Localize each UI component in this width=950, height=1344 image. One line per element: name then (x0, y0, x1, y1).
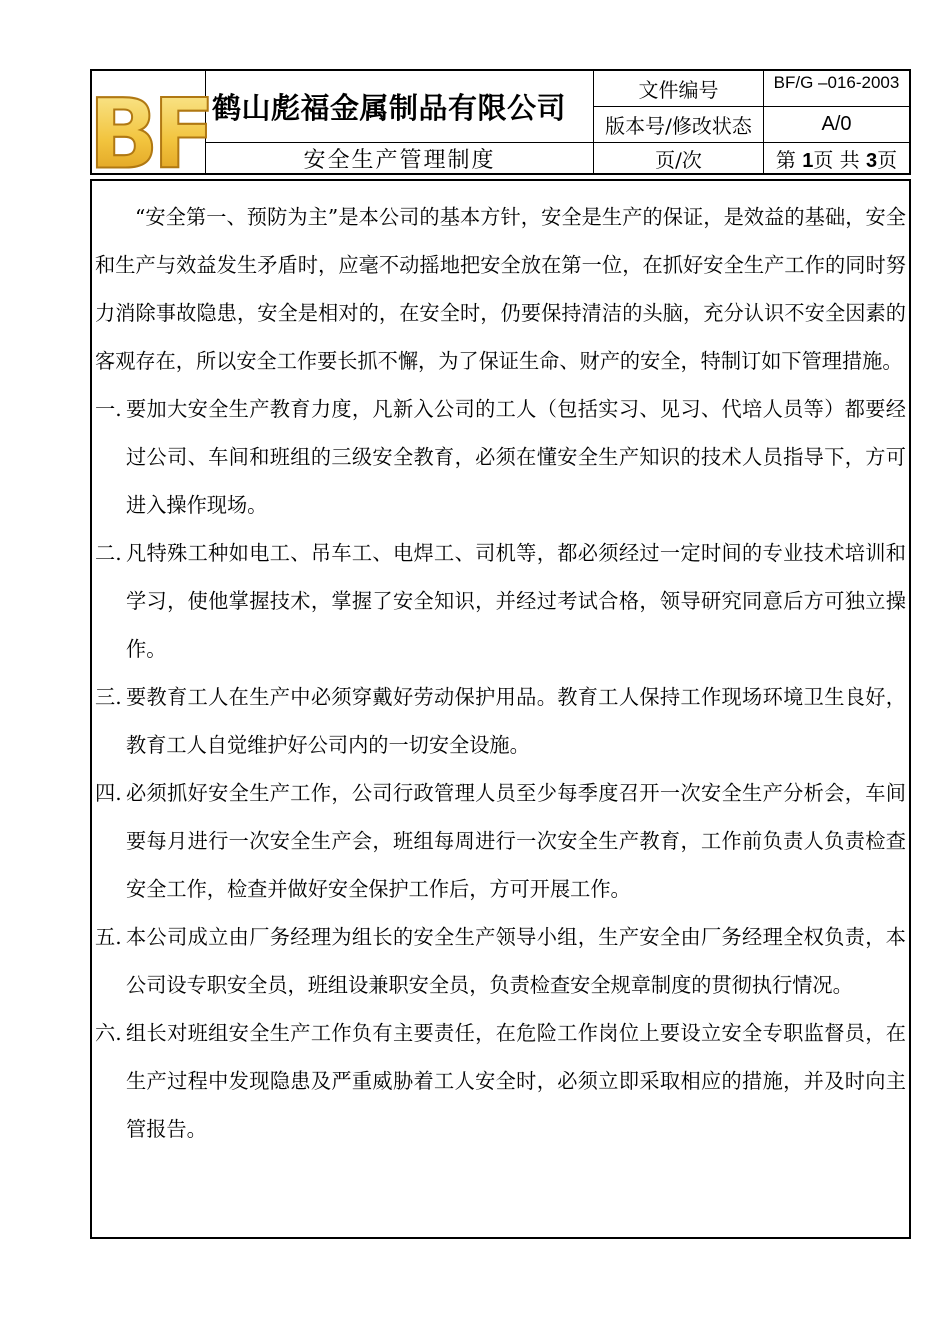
rule-text: 要教育工人在生产中必须穿戴好劳动保护用品。教育工人保持工作现场环境卫生良好，教育工人自觉维护好公司内的一切安全设施。 (126, 685, 906, 757)
body-content (95, 193, 906, 1153)
rule-number: 四. (95, 781, 122, 805)
rule-text: 必须抓好安全生产工作，公司行政管理人员至少每季度召开一次安全生产分析会，车间要每月进行一次安全生产会，班组每周进行一次安全生产教育，工作前负责人负责检查安全工作，检查并做好安全保护工作后，方可开展工作。 (126, 781, 906, 901)
intro-paragraph: “安全第一、预防为主”是本公司的基本方针，安全是生产的保证，是效益的基础，安全和生产与效益发生矛盾时，应毫不动摇地把安全放在第一位，在抓好安全生产工作的同时努力消除事故隐患，安全是相对的，在安全时，仍要保持清洁的头脑，充分认识不安全因素的客观存在，所以安全工作要长抓不懈，为了保证生命、财产的安全，特制订如下管理措施。 (95, 205, 906, 373)
doc-number-value-cell (764, 71, 909, 107)
logo-text: BF (88, 77, 209, 191)
version-label-cell (594, 107, 764, 143)
bf-logo-icon (88, 73, 209, 191)
rule-number: 五. (95, 925, 122, 949)
company-name-cell (206, 71, 594, 143)
rule-number: 二. (95, 541, 122, 565)
rule-number: 一. (95, 397, 122, 421)
page-current: 1 (802, 150, 814, 172)
version-label: 版本号/修改状态 (605, 114, 752, 138)
rule-item-2 (95, 529, 906, 673)
rule-item-4 (95, 769, 906, 913)
rule-item-1 (95, 385, 906, 529)
page-total: 3 (866, 150, 878, 172)
rule-text: 组长对班组安全生产工作负有主要责任，在危险工作岗位上要设立安全专职监督员，在生产过程中发现隐患及严重威胁着工人安全时，必须立即采取相应的措施，并及时向主管报告。 (126, 1021, 906, 1141)
rule-number: 六. (95, 1021, 122, 1045)
page-suffix: 页 (877, 148, 898, 172)
document-header (88, 69, 911, 191)
doc-number-label: 文件编号 (638, 78, 719, 102)
page-label-cell (594, 143, 764, 174)
document-title: 安全生产管理制度 (303, 148, 496, 173)
rule-item-5 (95, 913, 906, 1009)
company-name: 鹤山彪福金属制品有限公司 (212, 91, 567, 125)
rule-text: 要加大安全生产教育力度，凡新入公司的工人（包括实习、见习、代培人员等）都要经过公司、车间和班组的三级安全教育，必须在懂安全生产知识的技术人员指导下，方可进入操作现场。 (126, 397, 906, 517)
doc-number-value: BF/G –016-2003 (773, 73, 900, 92)
page-prefix: 第 (775, 148, 803, 172)
document-body (90, 179, 911, 1239)
rule-text: 本公司成立由厂务经理为组长的安全生产领导小组，生产安全由厂务经理全权负责，本公司设专职安全员，班组设兼职安全员，负责检查安全规章制度的贯彻执行情况。 (126, 925, 906, 997)
page-value-cell (764, 143, 909, 174)
page-value (776, 144, 897, 173)
page-label: 页/次 (655, 148, 702, 172)
version-value-cell (764, 107, 909, 143)
doc-number-label-cell (594, 71, 764, 107)
rule-item-3 (95, 673, 906, 769)
rule-number: 三. (95, 685, 122, 709)
rule-text: 凡特殊工种如电工、吊车工、电焊工、司机等，都必须经过一定时间的专业技术培训和学习，使他掌握技术，掌握了安全知识，并经过考试合格，领导研究同意后方可独立操作。 (126, 541, 906, 661)
company-logo (88, 71, 209, 191)
document-title-cell (206, 143, 594, 174)
version-value: A/0 (821, 113, 852, 135)
rule-item-6 (95, 1009, 906, 1153)
page-middle: 页 共 (813, 148, 867, 172)
